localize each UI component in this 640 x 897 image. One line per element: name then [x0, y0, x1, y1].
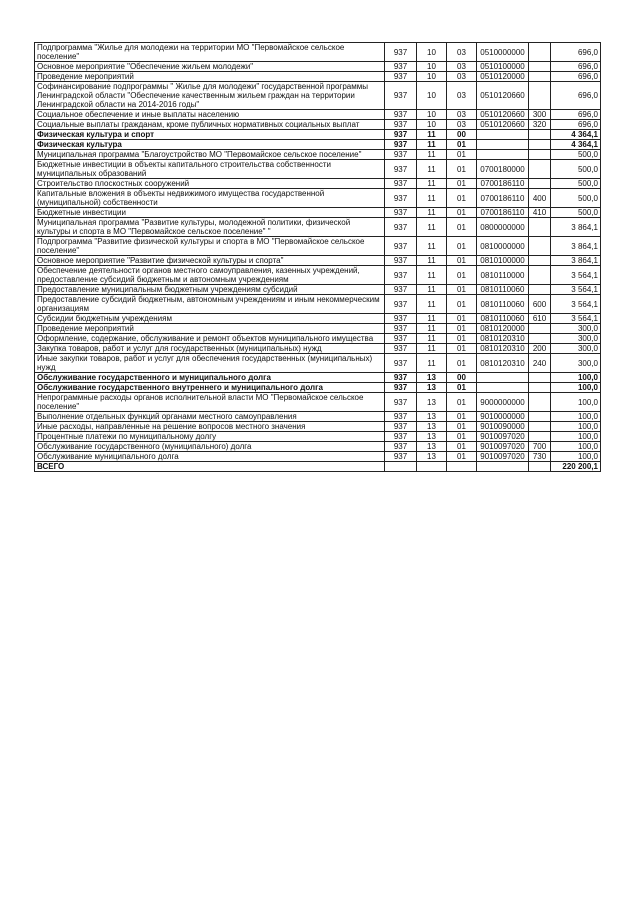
- row-ved-code: 937: [385, 373, 417, 383]
- row-name: Софинансирование подпрограммы " Жилье для молодежи" государственной программы Ленинградской области "Обеспечение качественным жильем граждан на территории Ленинградской области на 2014-2016 годы": [35, 82, 385, 110]
- row-amount: 100,0: [551, 383, 601, 393]
- row-subsection-code: 00: [447, 130, 477, 140]
- row-expense-type-code: [529, 324, 551, 334]
- row-name: Физическая культура: [35, 140, 385, 150]
- row-name: Основное мероприятие "Обеспечение жильем молодежи": [35, 62, 385, 72]
- row-name: Физическая культура и спорт: [35, 130, 385, 140]
- row-ved-code: 937: [385, 120, 417, 130]
- row-ved-code: 937: [385, 452, 417, 462]
- row-section-code: 11: [417, 140, 447, 150]
- budget-table: [34, 42, 601, 472]
- row-expense-type-code: 400: [529, 189, 551, 208]
- table-row: [35, 373, 601, 383]
- row-target-code: 0510120660: [477, 120, 529, 130]
- row-name: Муниципальная программа "Развитие культуры, молодежной политики, физической культуры и спорта в МО "Первомайское сельское поселение" ": [35, 218, 385, 237]
- row-expense-type-code: [529, 179, 551, 189]
- row-section-code: 11: [417, 344, 447, 354]
- row-expense-type-code: [529, 62, 551, 72]
- row-target-code: [477, 130, 529, 140]
- row-subsection-code: 01: [447, 295, 477, 314]
- row-target-code: 0700186110: [477, 179, 529, 189]
- row-ved-code: 937: [385, 266, 417, 285]
- row-amount: 696,0: [551, 62, 601, 72]
- total-empty-cell: [447, 462, 477, 472]
- row-amount: 100,0: [551, 442, 601, 452]
- row-amount: 3 564,1: [551, 285, 601, 295]
- row-name: Проведение мероприятий: [35, 324, 385, 334]
- row-target-code: 0510120000: [477, 72, 529, 82]
- row-target-code: 0810000000: [477, 237, 529, 256]
- row-amount: 696,0: [551, 72, 601, 82]
- row-section-code: 11: [417, 354, 447, 373]
- table-row: [35, 256, 601, 266]
- row-subsection-code: 01: [447, 412, 477, 422]
- row-expense-type-code: 240: [529, 354, 551, 373]
- row-subsection-code: 01: [447, 393, 477, 412]
- table-row: [35, 150, 601, 160]
- row-expense-type-code: 700: [529, 442, 551, 452]
- row-subsection-code: 03: [447, 43, 477, 62]
- row-ved-code: 937: [385, 422, 417, 432]
- row-amount: 3 864,1: [551, 237, 601, 256]
- row-name: Социальное обеспечение и иные выплаты населению: [35, 110, 385, 120]
- row-section-code: 13: [417, 383, 447, 393]
- row-target-code: 0810120310: [477, 334, 529, 344]
- row-target-code: 0700186110: [477, 208, 529, 218]
- table-row: [35, 82, 601, 110]
- row-amount: 100,0: [551, 452, 601, 462]
- row-expense-type-code: [529, 432, 551, 442]
- row-amount: 100,0: [551, 432, 601, 442]
- row-name: Непрограммные расходы органов исполнительной власти МО "Первомайское сельское поселение": [35, 393, 385, 412]
- row-subsection-code: 01: [447, 218, 477, 237]
- table-row: [35, 324, 601, 334]
- table-row: [35, 285, 601, 295]
- row-expense-type-code: 320: [529, 120, 551, 130]
- row-ved-code: 937: [385, 189, 417, 208]
- row-name: Закупка товаров, работ и услуг для государственных (муниципальных) нужд: [35, 344, 385, 354]
- row-subsection-code: 01: [447, 324, 477, 334]
- row-amount: 300,0: [551, 324, 601, 334]
- row-section-code: 11: [417, 266, 447, 285]
- row-ved-code: 937: [385, 354, 417, 373]
- row-subsection-code: 01: [447, 314, 477, 324]
- row-name: Предоставление муниципальным бюджетным учреждениям субсидий: [35, 285, 385, 295]
- row-ved-code: 937: [385, 160, 417, 179]
- row-target-code: 0810120310: [477, 344, 529, 354]
- row-ved-code: 937: [385, 432, 417, 442]
- row-subsection-code: 01: [447, 237, 477, 256]
- row-ved-code: 937: [385, 344, 417, 354]
- row-expense-type-code: [529, 130, 551, 140]
- table-row: [35, 314, 601, 324]
- row-expense-type-code: [529, 43, 551, 62]
- row-target-code: 0810100000: [477, 256, 529, 266]
- row-target-code: 9000000000: [477, 393, 529, 412]
- row-ved-code: 937: [385, 208, 417, 218]
- row-subsection-code: 01: [447, 256, 477, 266]
- table-row: [35, 295, 601, 314]
- row-amount: 4 364,1: [551, 130, 601, 140]
- row-target-code: 0810110000: [477, 266, 529, 285]
- row-ved-code: 937: [385, 150, 417, 160]
- row-target-code: 0810120310: [477, 354, 529, 373]
- row-expense-type-code: [529, 140, 551, 150]
- row-expense-type-code: 610: [529, 314, 551, 324]
- row-section-code: 11: [417, 160, 447, 179]
- row-target-code: 0510100000: [477, 62, 529, 72]
- row-ved-code: 937: [385, 442, 417, 452]
- total-label: ВСЕГО: [35, 462, 385, 472]
- row-name: Основное мероприятие "Развитие физической культуры и спорта": [35, 256, 385, 266]
- row-amount: 100,0: [551, 373, 601, 383]
- row-target-code: 0510000000: [477, 43, 529, 62]
- table-row: [35, 354, 601, 373]
- row-subsection-code: 01: [447, 160, 477, 179]
- row-target-code: [477, 373, 529, 383]
- row-ved-code: 937: [385, 72, 417, 82]
- row-subsection-code: 01: [447, 344, 477, 354]
- row-expense-type-code: 410: [529, 208, 551, 218]
- row-target-code: 0510120660: [477, 110, 529, 120]
- row-name: Обеспечение деятельности органов местного самоуправления, казенных учреждений, предоставление субсидий бюджетным и автономным учреждениям: [35, 266, 385, 285]
- table-row: [35, 120, 601, 130]
- row-name: Подпрограмма "Развитие физической культуры и спорта в МО "Первомайское сельское поселение": [35, 237, 385, 256]
- table-row: [35, 432, 601, 442]
- row-target-code: 0700180000: [477, 160, 529, 179]
- row-ved-code: 937: [385, 285, 417, 295]
- row-target-code: 0700186110: [477, 189, 529, 208]
- row-amount: 500,0: [551, 150, 601, 160]
- budget-table-body: [35, 43, 601, 472]
- total-empty-cell: [385, 462, 417, 472]
- row-expense-type-code: [529, 383, 551, 393]
- table-row: [35, 110, 601, 120]
- row-section-code: 13: [417, 442, 447, 452]
- row-subsection-code: 03: [447, 120, 477, 130]
- row-section-code: 10: [417, 120, 447, 130]
- table-row: [35, 208, 601, 218]
- row-name: Иные закупки товаров, работ и услуг для обеспечения государственных (муниципальных) нужд: [35, 354, 385, 373]
- row-amount: 696,0: [551, 43, 601, 62]
- row-section-code: 10: [417, 110, 447, 120]
- row-subsection-code: 01: [447, 189, 477, 208]
- row-name: Капитальные вложения в объекты недвижимого имущества государственной (муниципальной) собственности: [35, 189, 385, 208]
- row-expense-type-code: [529, 412, 551, 422]
- row-amount: 500,0: [551, 189, 601, 208]
- row-target-code: 9010000000: [477, 412, 529, 422]
- row-subsection-code: 01: [447, 354, 477, 373]
- table-row: [35, 43, 601, 62]
- row-amount: 696,0: [551, 82, 601, 110]
- row-amount: 500,0: [551, 160, 601, 179]
- row-expense-type-code: 600: [529, 295, 551, 314]
- row-expense-type-code: 730: [529, 452, 551, 462]
- row-target-code: 9010097020: [477, 452, 529, 462]
- row-subsection-code: 01: [447, 432, 477, 442]
- row-ved-code: 937: [385, 218, 417, 237]
- row-ved-code: 937: [385, 383, 417, 393]
- row-expense-type-code: [529, 72, 551, 82]
- row-section-code: 11: [417, 285, 447, 295]
- row-amount: 500,0: [551, 179, 601, 189]
- row-section-code: 11: [417, 218, 447, 237]
- table-total-row: [35, 462, 601, 472]
- row-subsection-code: 01: [447, 140, 477, 150]
- row-expense-type-code: [529, 266, 551, 285]
- row-expense-type-code: [529, 285, 551, 295]
- row-section-code: 11: [417, 334, 447, 344]
- table-row: [35, 140, 601, 150]
- budget-page: [34, 42, 600, 472]
- row-expense-type-code: [529, 334, 551, 344]
- table-row: [35, 179, 601, 189]
- row-amount: 3 864,1: [551, 256, 601, 266]
- row-amount: 300,0: [551, 344, 601, 354]
- row-name: Социальные выплаты гражданам, кроме публичных нормативных социальных выплат: [35, 120, 385, 130]
- row-expense-type-code: [529, 82, 551, 110]
- row-section-code: 13: [417, 373, 447, 383]
- row-target-code: 0810110060: [477, 285, 529, 295]
- row-section-code: 11: [417, 150, 447, 160]
- row-target-code: 0800000000: [477, 218, 529, 237]
- row-amount: 500,0: [551, 208, 601, 218]
- row-name: Обслуживание муниципального долга: [35, 452, 385, 462]
- row-amount: 100,0: [551, 393, 601, 412]
- row-ved-code: 937: [385, 130, 417, 140]
- row-section-code: 11: [417, 237, 447, 256]
- row-section-code: 11: [417, 314, 447, 324]
- row-name: Обслуживание государственного и муниципального долга: [35, 373, 385, 383]
- row-amount: 696,0: [551, 110, 601, 120]
- row-section-code: 13: [417, 452, 447, 462]
- row-ved-code: 937: [385, 314, 417, 324]
- row-name: Подпрограмма "Жилье для молодежи на территории МО "Первомайское сельское поселение": [35, 43, 385, 62]
- row-target-code: [477, 383, 529, 393]
- row-section-code: 13: [417, 393, 447, 412]
- row-section-code: 13: [417, 412, 447, 422]
- row-name: Иные расходы, направленные на решение вопросов местного значения: [35, 422, 385, 432]
- table-row: [35, 218, 601, 237]
- row-target-code: 0810110060: [477, 314, 529, 324]
- table-row: [35, 422, 601, 432]
- row-subsection-code: 00: [447, 373, 477, 383]
- row-section-code: 11: [417, 208, 447, 218]
- row-section-code: 11: [417, 256, 447, 266]
- row-name: Оформление, содержание, обслуживание и ремонт объектов муниципального имущества: [35, 334, 385, 344]
- row-expense-type-code: 300: [529, 110, 551, 120]
- row-amount: 300,0: [551, 354, 601, 373]
- row-name: Обслуживание государственного (муниципального) долга: [35, 442, 385, 452]
- row-section-code: 11: [417, 130, 447, 140]
- row-subsection-code: 03: [447, 82, 477, 110]
- row-amount: 3 864,1: [551, 218, 601, 237]
- row-subsection-code: 01: [447, 442, 477, 452]
- row-subsection-code: 03: [447, 72, 477, 82]
- row-subsection-code: 01: [447, 383, 477, 393]
- row-ved-code: 937: [385, 393, 417, 412]
- row-name: Бюджетные инвестиции: [35, 208, 385, 218]
- row-target-code: 9010097020: [477, 442, 529, 452]
- row-expense-type-code: [529, 150, 551, 160]
- row-expense-type-code: [529, 373, 551, 383]
- row-section-code: 11: [417, 179, 447, 189]
- row-subsection-code: 01: [447, 452, 477, 462]
- row-subsection-code: 03: [447, 110, 477, 120]
- row-target-code: [477, 140, 529, 150]
- row-target-code: [477, 150, 529, 160]
- table-row: [35, 189, 601, 208]
- total-empty-cell: [477, 462, 529, 472]
- row-subsection-code: 01: [447, 150, 477, 160]
- row-expense-type-code: 200: [529, 344, 551, 354]
- table-row: [35, 266, 601, 285]
- row-target-code: 9010090000: [477, 422, 529, 432]
- row-section-code: 10: [417, 62, 447, 72]
- row-ved-code: 937: [385, 324, 417, 334]
- row-name: Муниципальная программа "Благоустройство МО "Первомайское сельское поселение": [35, 150, 385, 160]
- total-amount: 220 200,1: [551, 462, 601, 472]
- table-row: [35, 383, 601, 393]
- row-amount: 696,0: [551, 120, 601, 130]
- row-name: Выполнение отдельных функций органами местного самоуправления: [35, 412, 385, 422]
- row-expense-type-code: [529, 393, 551, 412]
- row-section-code: 11: [417, 295, 447, 314]
- row-name: Процентные платежи по муниципальному долгу: [35, 432, 385, 442]
- row-ved-code: 937: [385, 43, 417, 62]
- row-ved-code: 937: [385, 110, 417, 120]
- row-expense-type-code: [529, 237, 551, 256]
- row-name: Предоставление субсидий бюджетным, автономным учреждениям и иным некоммерческим организациям: [35, 295, 385, 314]
- row-expense-type-code: [529, 160, 551, 179]
- row-amount: 4 364,1: [551, 140, 601, 150]
- row-name: Обслуживание государственного внутреннего и муниципального долга: [35, 383, 385, 393]
- row-ved-code: 937: [385, 179, 417, 189]
- row-section-code: 13: [417, 432, 447, 442]
- row-target-code: 0810110060: [477, 295, 529, 314]
- table-row: [35, 452, 601, 462]
- row-ved-code: 937: [385, 295, 417, 314]
- table-row: [35, 62, 601, 72]
- row-name: Бюджетные инвестиции в объекты капитального строительства собственности муниципальных образований: [35, 160, 385, 179]
- row-name: Строительство плоскостных сооружений: [35, 179, 385, 189]
- row-amount: 100,0: [551, 422, 601, 432]
- row-name: Субсидии бюджетным учреждениям: [35, 314, 385, 324]
- table-row: [35, 393, 601, 412]
- row-section-code: 13: [417, 422, 447, 432]
- row-amount: 300,0: [551, 334, 601, 344]
- table-row: [35, 442, 601, 452]
- row-section-code: 10: [417, 72, 447, 82]
- table-row: [35, 344, 601, 354]
- row-section-code: 11: [417, 189, 447, 208]
- row-ved-code: 937: [385, 237, 417, 256]
- row-target-code: 0810120000: [477, 324, 529, 334]
- row-expense-type-code: [529, 256, 551, 266]
- row-ved-code: 937: [385, 82, 417, 110]
- row-ved-code: 937: [385, 140, 417, 150]
- row-subsection-code: 01: [447, 208, 477, 218]
- row-ved-code: 937: [385, 62, 417, 72]
- table-row: [35, 412, 601, 422]
- row-expense-type-code: [529, 218, 551, 237]
- row-expense-type-code: [529, 422, 551, 432]
- table-row: [35, 72, 601, 82]
- row-ved-code: 937: [385, 412, 417, 422]
- row-amount: 3 564,1: [551, 266, 601, 285]
- row-ved-code: 937: [385, 334, 417, 344]
- row-amount: 3 564,1: [551, 295, 601, 314]
- row-name: Проведение мероприятий: [35, 72, 385, 82]
- row-section-code: 10: [417, 82, 447, 110]
- table-row: [35, 160, 601, 179]
- row-section-code: 11: [417, 324, 447, 334]
- row-amount: 100,0: [551, 412, 601, 422]
- table-row: [35, 237, 601, 256]
- row-amount: 3 564,1: [551, 314, 601, 324]
- row-subsection-code: 01: [447, 334, 477, 344]
- row-ved-code: 937: [385, 256, 417, 266]
- total-empty-cell: [417, 462, 447, 472]
- total-empty-cell: [529, 462, 551, 472]
- row-section-code: 10: [417, 43, 447, 62]
- row-subsection-code: 03: [447, 62, 477, 72]
- table-row: [35, 130, 601, 140]
- row-subsection-code: 01: [447, 179, 477, 189]
- row-subsection-code: 01: [447, 285, 477, 295]
- row-target-code: 0510120660: [477, 82, 529, 110]
- table-row: [35, 334, 601, 344]
- row-target-code: 9010097020: [477, 432, 529, 442]
- row-subsection-code: 01: [447, 266, 477, 285]
- row-subsection-code: 01: [447, 422, 477, 432]
